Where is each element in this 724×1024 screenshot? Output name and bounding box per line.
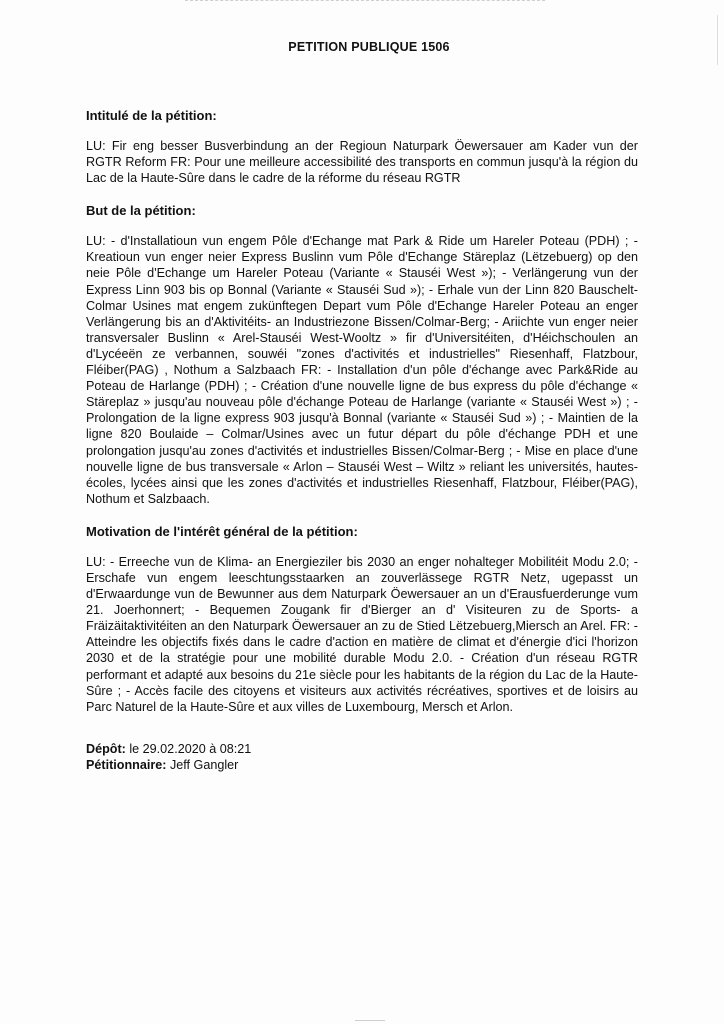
document-content — [86, 40, 638, 773]
section-heading: But de la pétition: — [86, 203, 196, 219]
section-body: LU: - d'Installatioun vun engem Pôle d'Echange mat Park & Ride um Hareler Poteau (PDH) ; - Kreatioun vun enger neier Express Buslinn vum Pôle d'Echange Stäreplaz (Lëtzebuerg) op den neie Pôle d'Echange um Hareler Poteau (Variante « Stauséi West »); - Verlängerung vun der Express Linn 903 bis op Bonnal (Variante « Stauséi Sud »); - Erhale vun der Linn 820 Bauschelt-Colmar Usines mat engem zukünftegen Depart vum Pôle d'Echange Hareler Poteau an enger Verlängerung bis an d'Aktivitéits- an Industriezone Bissen/Colmar-Berg; - Ariichte vun enger neier transversaler Buslinn « Arel-Stauséi West-Wooltz » fir d'Universitéiten, d'Héichschoulen an d'Lycéeën ze verbannen, souwéi "zones d'activités et industrielles" Riesenhaff, Flatzbour, Fléiber(PAG) , Nothum a Salzbaach FR: - Installation d'un pôle d'échange avec Park&Ride au Poteau de Harlange (PDH) ; - Création d'une nouvelle ligne de bus express du pôle d'échange « Stäreplaz » jusqu'au nouveau pôle d'échange Poteau de Harlange (variante « Stauséi West ») ; - Prolongation de la ligne express 903 jusqu'à Bonnal (variante « Stauséi Sud ») ; - Maintien de la ligne 820 Boulaide – Colmar/Usines avec un futur départ du pôle d'échange PDH et une prolongation jusqu'au zones d'activités et industrielles Bissen/Colmar-Berg ; - Mise en place d'une nouvelle ligne de bus transversale « Arlon – Stauséi West – Wiltz » reliant les universités, hautes-écoles, lycées ainsi que les zones d'activités et industrielles Riesenhaff, Flatzbour, Fléiber(PAG), Nothum et Salzbaach. — [86, 234, 638, 506]
scan-artifact-top — [185, 0, 545, 3]
petitioner-row — [86, 757, 638, 773]
petitioner-label: Pétitionnaire: — [86, 757, 167, 772]
petitioner-value: Jeff Gangler — [169, 757, 239, 772]
deposit-value: le 29.02.2020 à 08:21 — [129, 741, 252, 756]
deposit-row — [86, 741, 638, 757]
document-title: PETITION PUBLIQUE 1506 — [288, 40, 450, 54]
deposit-label: Dépôt: — [86, 741, 126, 756]
petition-meta — [86, 741, 638, 773]
section-heading: Motivation de l'intérêt général de la pétition: — [86, 523, 358, 539]
section-body: LU: Fir eng besser Busverbindung an der Regioun Naturpark Öewersauer am Kader vun der RGTR Reform FR: Pour une meilleure accessibilité des transports en commun jusqu'à la région du Lac de la Haute-Sûre dans le cadre de la réforme du réseau RGTR — [86, 139, 638, 186]
scan-artifact-right — [717, 15, 718, 65]
section-heading: Intitulé de la pétition: — [86, 108, 217, 123]
section-purpose — [86, 203, 638, 507]
scan-artifact-bottom — [355, 1020, 385, 1022]
section-motivation — [86, 524, 638, 715]
section-body: LU: - Erreeche vun de Klima- an Energieziler bis 2030 an enger nohalteger Mobilitéit Modu 2.0; - Erschafe vun engem leeschtungsstaarken an zouverlässege RGTR Netz, ugepasst un d'Erwaardunge vun de Bewunner aus dem Naturpark Öewersauer an un d'Erausfuerderunge vum 21. Joerhonnert; - Bequemen Zougank fir d'Bierger an d' Visiteuren zu de Sports- a Fräizäitaktivitéiten an den Naturpark Öewersauer an zu de Stied Lëtzebuerg,Miersch an Arel. FR: - Atteindre les objectifs fixés dans le cadre d'action en matière de climat et d'énergie d'ici l'horizon 2030 et de la stratégie pour une mobilité durable Modu 2.0. - Création d'un réseau RGTR performant et adapté aux besoins du 21e siècle pour les habitants de la région du Lac de la Haute-Sûre ; - Accès facile des citoyens et visiteurs aux activités récréatives, sportives et de loisirs au Parc Naturel de la Haute-Sûre et aux villes de Luxembourg, Mersch et Arlon. — [86, 554, 638, 714]
section-title — [86, 108, 638, 186]
